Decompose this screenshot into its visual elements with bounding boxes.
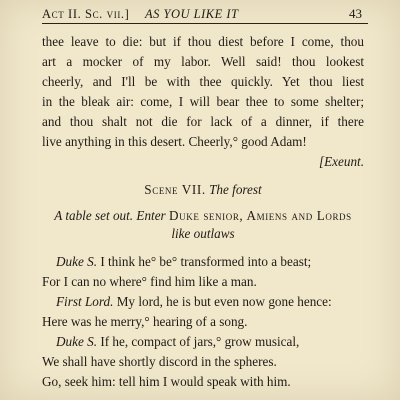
prose-line: cheerly, and I'll be with thee quickly. Yet thou liest <box>42 74 364 89</box>
speaker-name: Duke S. <box>56 254 98 269</box>
stage-direction-prefix: A table set out. <box>54 208 134 223</box>
prose-line: live anything in this desert. Cheerly,° good Adam! <box>42 134 307 149</box>
verse-line: Here was he merry,° hearing of a song. <box>42 314 248 329</box>
stage-direction-tail: like outlaws <box>171 226 235 241</box>
page-number: 43 <box>349 6 362 21</box>
prose-line: and thou shalt not die for lack of a dinner, if there <box>42 114 364 129</box>
verse-text: I think he° be° transformed into a beast; <box>100 254 312 269</box>
verse-text: My lord, he is but even now gone hence: <box>116 294 332 309</box>
verse-line: For I can no where° find him like a man. <box>42 274 257 289</box>
verse-text: If he, compact of jars,° grow musical, <box>100 334 300 349</box>
header-rule <box>42 23 368 24</box>
verse-line <box>42 252 364 272</box>
stage-direction-enter: Enter <box>136 208 166 223</box>
exeunt-direction: [Exeunt. <box>318 154 364 169</box>
stage-direction <box>42 206 364 226</box>
speaker-name: First Lord. <box>56 294 114 309</box>
scene-number: Scene VII. <box>144 182 206 197</box>
verse-line: We shall have shortly discord in the spheres. <box>42 354 277 369</box>
stage-direction-names: Duke senior, Amiens and Lords <box>169 208 352 223</box>
scene-heading <box>42 180 364 200</box>
scene-place: The forest <box>209 182 262 197</box>
prose-line: in the bleak air: come, I will bear thee to some shelter; <box>42 94 364 109</box>
verse-line <box>42 292 364 312</box>
running-head-title: AS YOU LIKE IT <box>145 7 239 21</box>
prose-line: thee leave to die: but if thou diest before I come, thou <box>42 34 364 49</box>
prose-line: art a mocker of my labor. Well said! thou lookest <box>42 54 364 69</box>
verse-line <box>42 332 364 352</box>
running-head-act: Act II. Sc. vii.] <box>42 7 130 21</box>
speaker-name: Duke S. <box>56 334 98 349</box>
verse-line: Go, seek him: tell him I would speak with him. <box>42 374 291 389</box>
